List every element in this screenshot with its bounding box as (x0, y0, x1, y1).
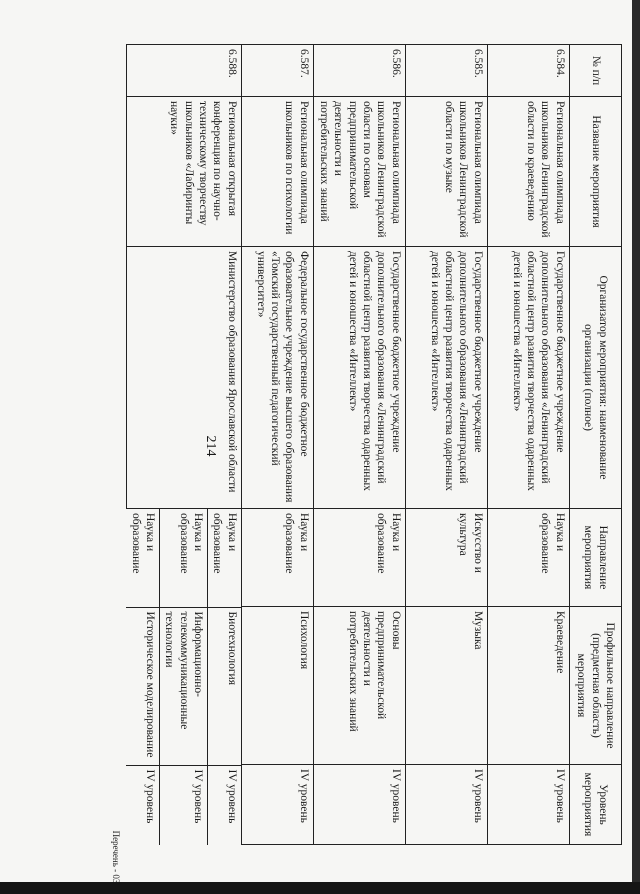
rotated-table-container (102, 44, 622, 844)
header-num: № п/п (569, 45, 621, 97)
header-level: Уровень мероприятия (569, 765, 621, 845)
cell-name: Региональная олимпиада школьников Ленинградской области по основам предпринимательской деятельности и потребительских знаний (313, 97, 405, 247)
cell-profile: Краеведение (487, 607, 569, 765)
cell-name: Региональная открытая конференция по научно-техническому творчеству школьников «Лабиринты науки» (126, 97, 241, 247)
cell-organizer: Государственное бюджетное учреждение дополнительного образования «Ленинградский областной центр развития творчества одаренных детей и юношества «Интеллект» (313, 247, 405, 509)
cell-organizer: Федеральное государственное бюджетное образовательное учреждение высшего образования «Томский государственный педагогический университет» (241, 247, 313, 509)
cell-direction: Наука и образование (126, 509, 159, 607)
cell-direction: Искусство и культура (405, 509, 487, 607)
header-profile: Профильное направление (предметная область) мероприятия (569, 607, 621, 765)
header-direction: Направление мероприятия (569, 509, 621, 607)
footer-note: Перечень - 03 (111, 830, 121, 884)
header-organizer: Организатор мероприятия: наименование организации (полное) (569, 247, 621, 509)
table-row (487, 45, 569, 845)
cell-profile: Историческое моделирование (126, 607, 159, 765)
cell-level: IV уровень (487, 765, 569, 845)
cell-num: 6.588. (126, 45, 241, 97)
events-table (126, 44, 622, 845)
cell-level: IV уровень (208, 765, 241, 845)
cell-name: Региональная олимпиада школьников Ленинградской области по краеведению (487, 97, 569, 247)
table-row (405, 45, 487, 845)
cell-level: IV уровень (144, 769, 156, 824)
table-row (313, 45, 405, 845)
cell-level: IV уровень (405, 765, 487, 845)
header-name: Название мероприятия (569, 97, 621, 247)
cell-name: Региональная олимпиада школьников по психологии (241, 97, 313, 247)
cell-num: 6.585. (405, 45, 487, 97)
cell-profile: Биотехнология (208, 607, 241, 765)
cell-level: IV уровень (313, 765, 405, 845)
cell-num: 6.587. (241, 45, 313, 97)
cell-level: IV уровень (160, 765, 208, 845)
page-number: 214 (203, 435, 218, 457)
scan-edge-bottom (0, 882, 640, 894)
table-row (241, 45, 313, 845)
cell-num: 6.584. (487, 45, 569, 97)
cell-profile: Музыка (405, 607, 487, 765)
cell-direction: Наука и образование (313, 509, 405, 607)
cell-num: 6.586. (313, 45, 405, 97)
sub-rows-table (126, 509, 241, 845)
sub-row (160, 509, 208, 845)
cell-profile: Психология (241, 607, 313, 765)
cell-organizer: Государственное бюджетное учреждение дополнительного образования «Ленинградский областной центр развития творчества одаренных детей и юношества «Интеллект» (405, 247, 487, 509)
sub-rows-cell (126, 509, 241, 845)
cell-organizer: Государственное бюджетное учреждение дополнительного образования «Ленинградский областной центр развития творчества одаренных детей и юношества «Интеллект» (487, 247, 569, 509)
sub-row (208, 509, 241, 845)
cell-direction: Наука и образование (241, 509, 313, 607)
cell-direction: Наука и образование (208, 509, 241, 607)
table-header-row (569, 45, 621, 845)
scan-edge-right (632, 0, 640, 894)
cell-level: IV уровень (241, 765, 313, 845)
cell-organizer: Министерство образования Ярославской области (126, 247, 241, 509)
sub-row (126, 509, 159, 845)
table-row (126, 45, 241, 845)
cell-profile: Основы предпринимательской деятельности и потребительских знаний (313, 607, 405, 765)
cell-name: Региональная олимпиада школьников Ленинградской области по музыке (405, 97, 487, 247)
cell-direction: Наука и образование (160, 509, 208, 607)
cell-profile: Информационно-телекоммуникационные технологии (160, 607, 208, 765)
cell-direction: Наука и образование (487, 509, 569, 607)
